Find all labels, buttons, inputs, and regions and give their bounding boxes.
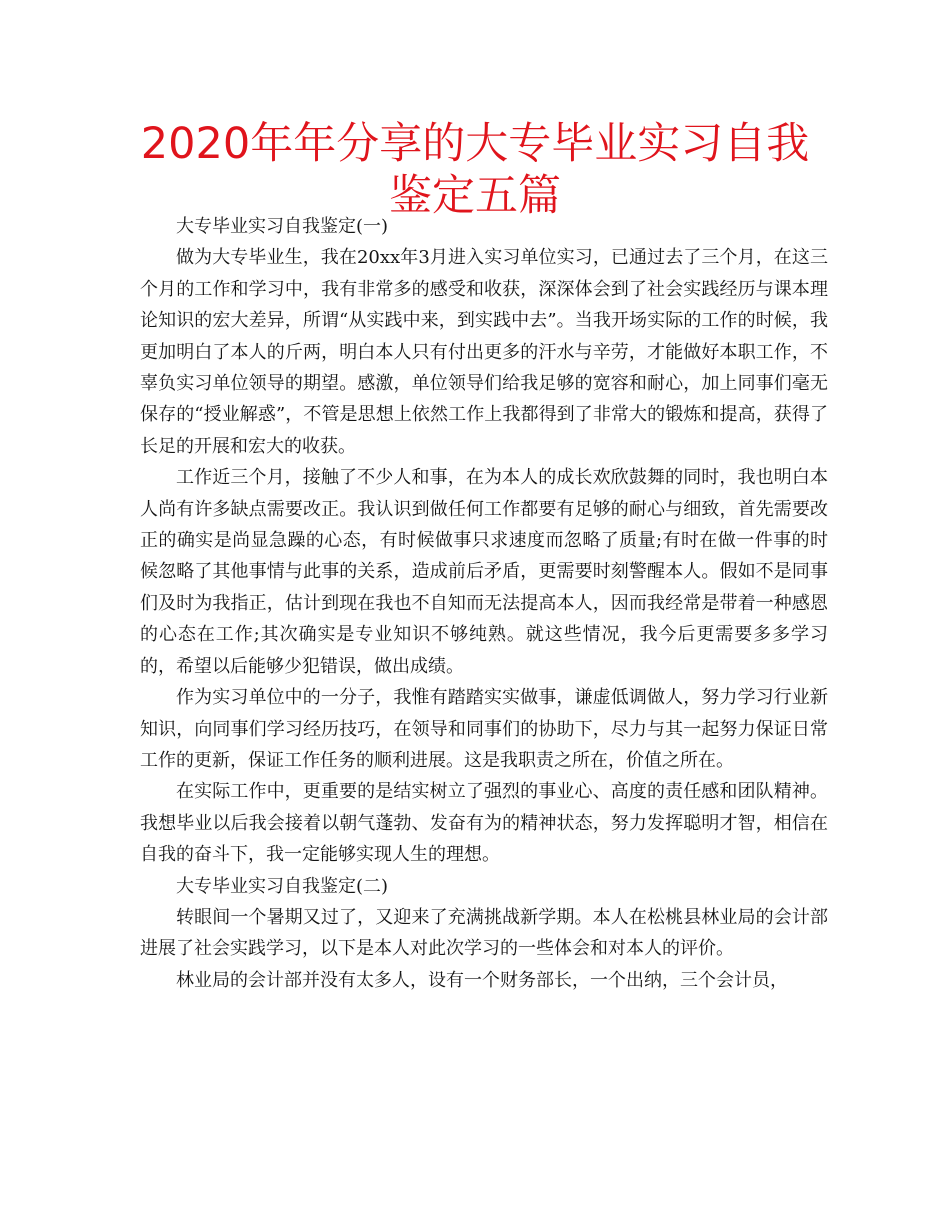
paragraph: 林业局的会计部并没有太多人，设有一个财务部长，一个出纳，三个会计员， [176, 969, 788, 991]
paragraph: 工作近三个月，接触了不少人和事，在为本人的成长欢欣鼓舞的同时，我也明白本人尚有许多缺点需要改正。我认识到做任何工作都要有足够的耐心与细致，首先需要改正的确实是尚显急躁的心态，有时候做事只求速度而忽略了质量;有时在做一件事的时候忽略了其他事情与此事的关系，造成前后矛盾，更需要时刻警醒本人。假如不是同事们及时为我指正，估计到现在我也不自知而无法提高本人，因而我经常是带着一种感恩的心态在工作;其次确实是专业知识不够纯熟。就这些情况，我今后更需要多多学习的，希望以后能够少犯错误，做出成绩。 [140, 467, 828, 677]
document-body [140, 211, 828, 996]
paragraph: 在实际工作中，更重要的是结实树立了强烈的事业心、高度的责任感和团队精神。我想毕业以后我会接着以朝气蓬勃、发奋有为的精神状态，努力发挥聪明才智，相信在自我的奋斗下，我一定能够实现人生的理想。 [140, 781, 828, 866]
paragraph: 作为实习单位中的一分子，我惟有踏踏实实做事，谦虚低调做人，努力学习行业新知识，向同事们学习经历技巧，在领导和同事们的协助下，尽力与其一起努力保证日常工作的更新，保证工作任务的顺利进展。这是我职责之所在，价值之所在。 [140, 687, 828, 771]
paragraph: 转眼间一个暑期又过了，又迎来了充满挑战新学期。本人在松桃县林业局的会计部进展了社会实践学习，以下是本人对此次学习的一些体会和对本人的评价。 [140, 906, 828, 960]
section-heading: 大专毕业实习自我鉴定(二) [176, 875, 389, 897]
document-title: 2020年年分享的大专毕业实习自我鉴定五篇 [140, 119, 810, 221]
paragraph: 做为大专毕业生，我在20xx年3月进入实习单位实习，已通过去了三个月，在这三个月的工作和学习中，我有非常多的感受和收获，深深体会到了社会实践经历与课本理论知识的宏大差异，所谓“从实践中来，到实践中去”。当我开场实际的工作的时候，我更加明白了本人的斤两，明白本人只有付出更多的汗水与辛劳，才能做好本职工作，不辜负实习单位领导的期望。感激，单位领导们给我足够的宽容和耐心，加上同事们毫无保存的“授业解惑”，不管是思想上依然工作上我都得到了非常大的锻炼和提高，获得了长足的开展和宏大的收获。 [140, 247, 828, 457]
section-heading: 大专毕业实习自我鉴定(一) [176, 216, 389, 237]
